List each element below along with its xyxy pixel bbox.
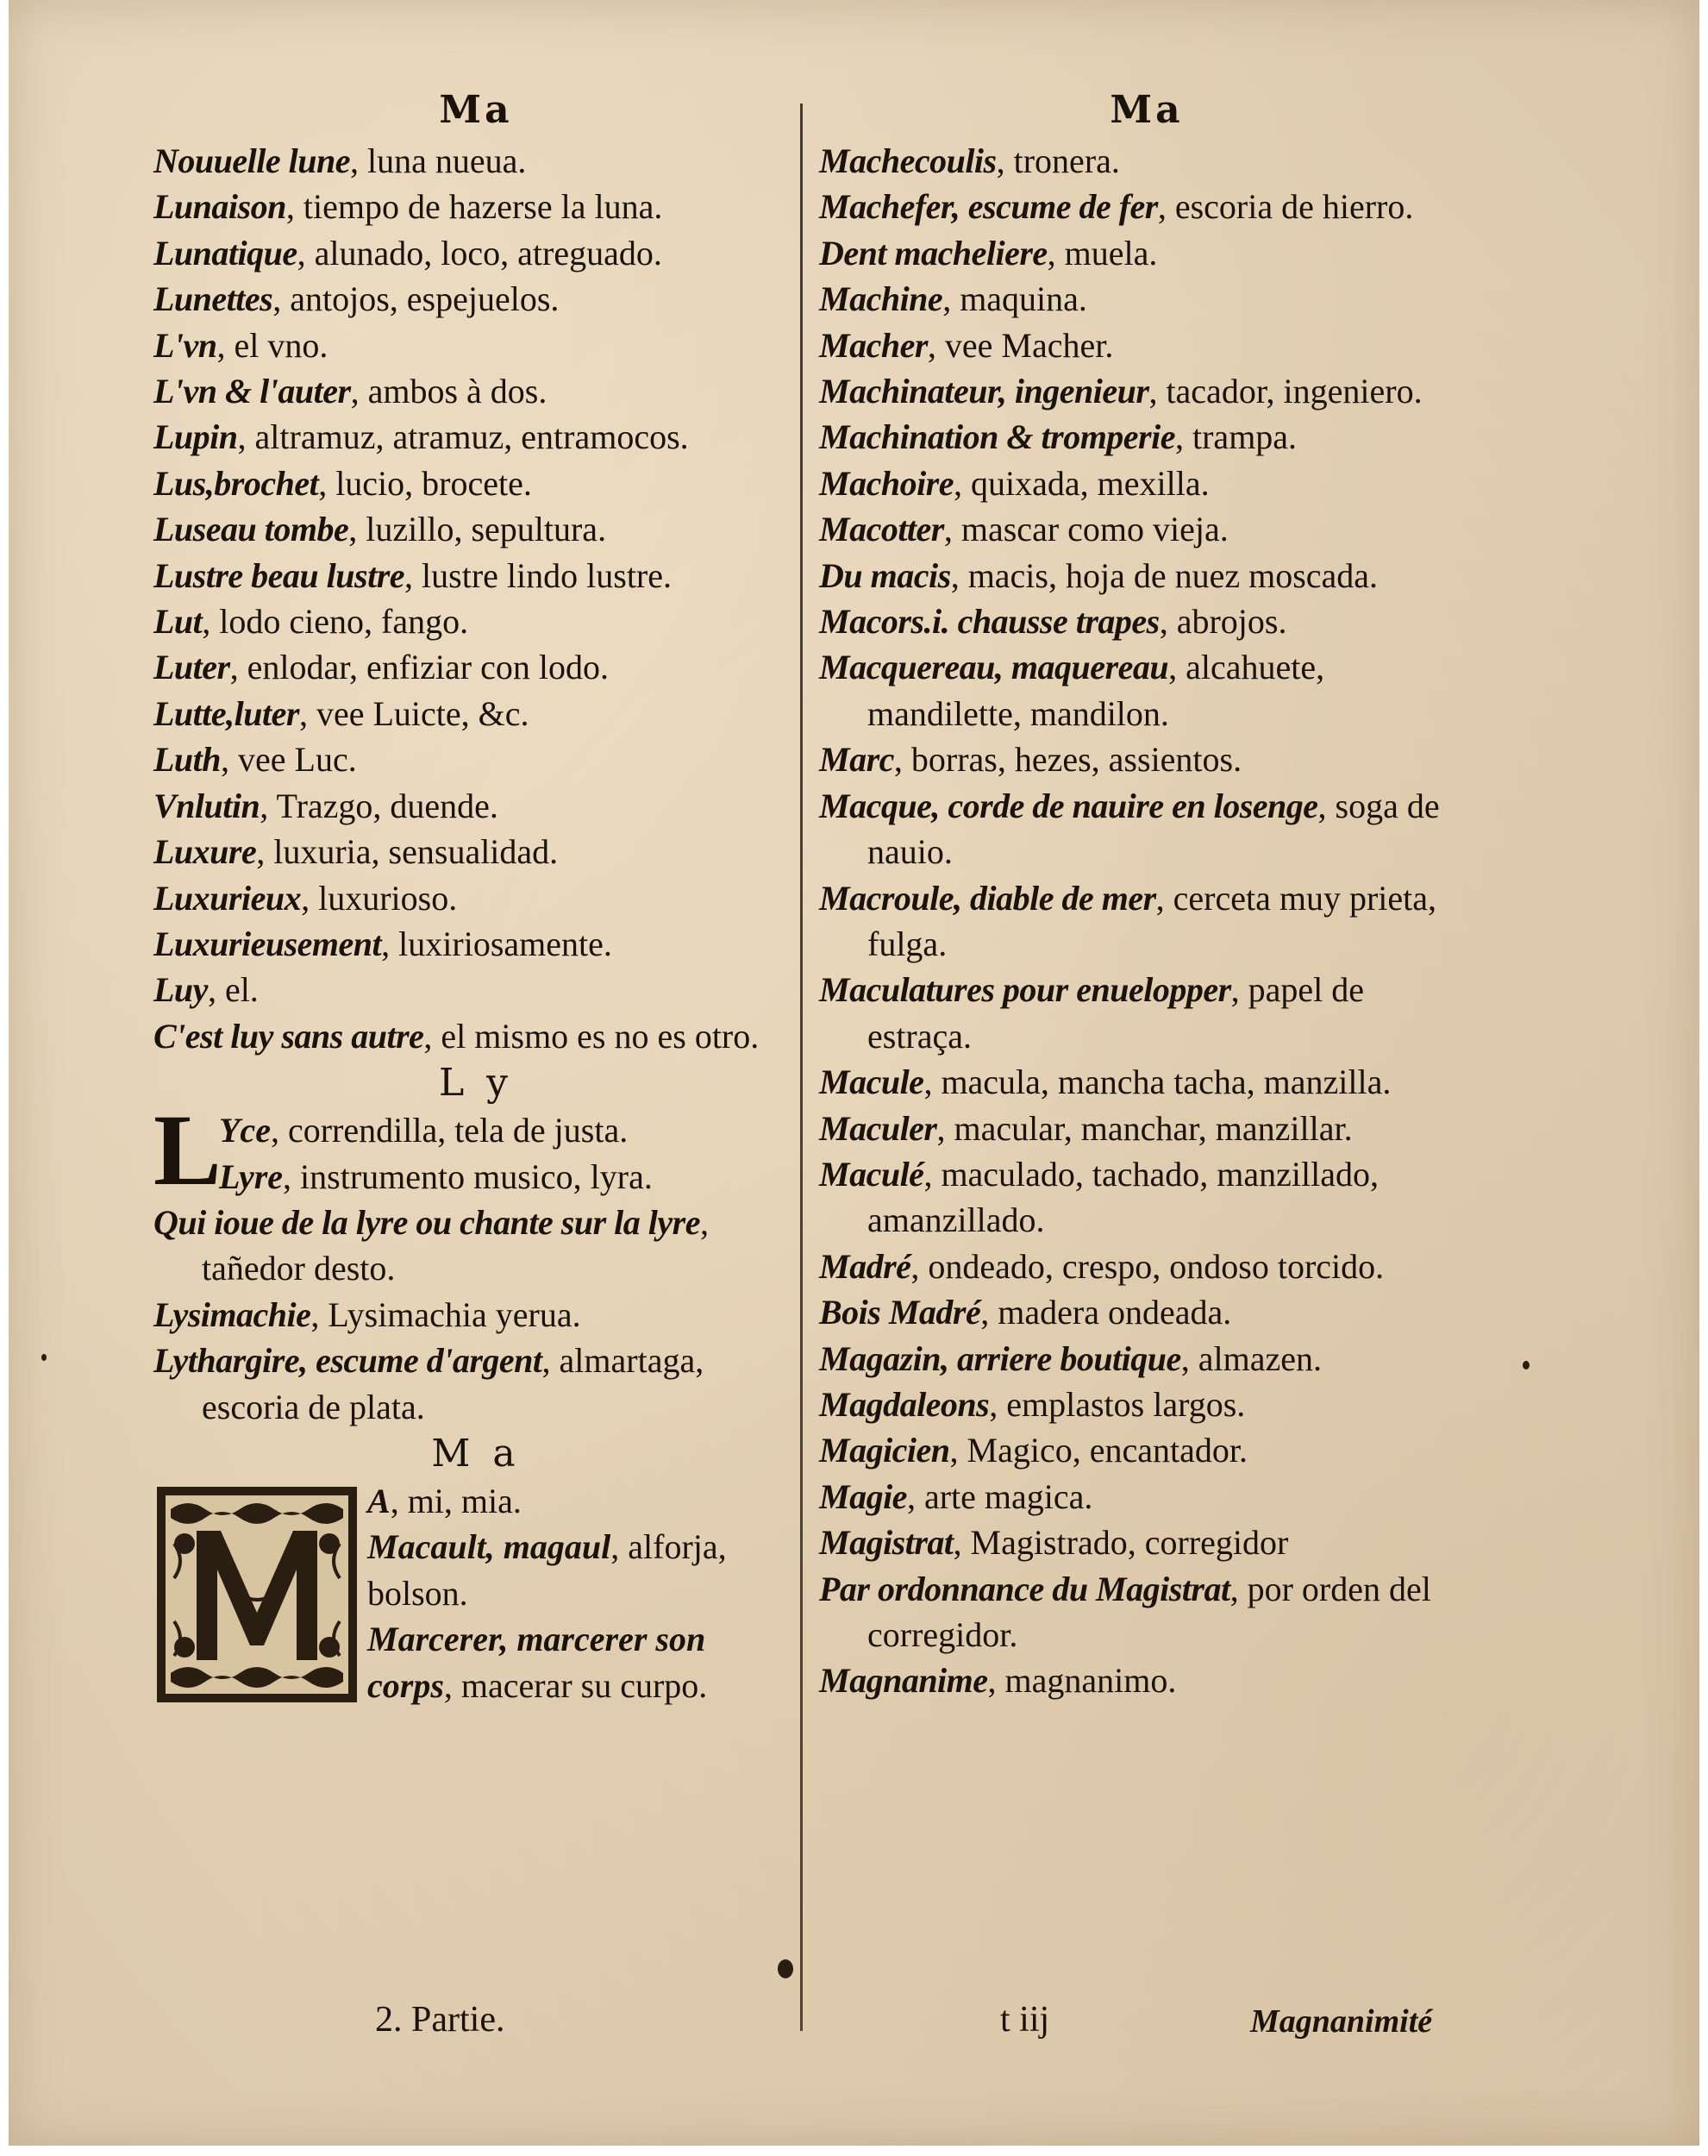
ink-speck <box>41 1354 47 1361</box>
entry-headword: Macors.i. chausse trapes <box>819 602 1160 642</box>
dictionary-entry <box>153 461 798 506</box>
entry-headword: Marc <box>819 740 894 780</box>
entry-translation: , borras, hezes, assientos. <box>893 740 1242 780</box>
entry-translation: , papel de estraça. <box>867 970 1365 1056</box>
entry-headword: Machefer, escume de fer <box>819 187 1158 227</box>
dictionary-entry <box>153 736 798 782</box>
entry-headword: Magistrat <box>819 1523 954 1563</box>
dictionary-entry <box>153 599 798 644</box>
entry-headword: Luy <box>153 970 208 1010</box>
dictionary-entry <box>819 599 1474 644</box>
dictionary-entry <box>153 368 798 414</box>
dictionary-entry <box>819 875 1474 968</box>
entry-translation: , abrojos. <box>1159 602 1287 642</box>
ornamental-initial-m <box>153 1483 360 1706</box>
entry-translation: , emplastos largos. <box>989 1384 1246 1424</box>
entry-headword: Luxurieusement <box>153 924 382 963</box>
entry-headword: Magie <box>819 1476 907 1516</box>
dictionary-entry <box>819 368 1474 414</box>
entry-headword: Macher <box>819 325 928 365</box>
entry-headword: Maculer <box>819 1108 937 1148</box>
dictionary-entry <box>153 829 798 874</box>
dictionary-entry <box>153 644 798 690</box>
entry-headword: Lupin <box>153 417 238 457</box>
ornamental-initial-m-icon <box>153 1483 360 1706</box>
dictionary-entry <box>153 875 798 921</box>
dictionary-entry <box>819 1106 1474 1151</box>
catchword: Magnanimité <box>1250 2003 1433 2040</box>
entry-headword: Vnlutin <box>153 786 260 825</box>
entry-headword: Lus,brochet <box>153 463 319 503</box>
running-head-left: Ma <box>439 88 513 132</box>
entry-translation: , luxiriosamente. <box>381 924 612 963</box>
left-column <box>153 86 798 1708</box>
entry-translation: , soga de nauio. <box>867 786 1440 872</box>
entry-translation: , quixada, mexilla. <box>954 463 1210 503</box>
dictionary-entry <box>153 414 798 460</box>
entry-headword: L'vn & l'auter <box>153 372 351 411</box>
dictionary-entry <box>819 138 1474 184</box>
dictionary-entry <box>819 506 1474 552</box>
entry-headword: Machination & tromperie <box>819 417 1175 457</box>
entry-translation: , tiempo de hazerse la luna. <box>285 187 663 227</box>
dictionary-entry <box>819 1289 1474 1335</box>
entry-translation: , mi, mia. <box>390 1481 522 1520</box>
running-head-right: Ma <box>1110 88 1184 132</box>
entry-headword: Maculé <box>819 1154 924 1194</box>
entry-headword: Luth <box>153 740 222 780</box>
entry-headword: Luxurieux <box>153 878 302 918</box>
entry-translation: , Magico, encantador. <box>949 1431 1248 1470</box>
entry-headword: Lyre <box>219 1156 284 1196</box>
dictionary-entry <box>153 921 798 967</box>
dictionary-entry <box>819 414 1474 460</box>
dictionary-entry <box>819 1336 1474 1382</box>
entry-translation: , lodo cieno, fango. <box>202 602 469 642</box>
entry-headword: Lunaison <box>153 187 286 227</box>
dictionary-entry <box>819 1427 1474 1473</box>
dictionary-entry <box>153 1292 798 1338</box>
entry-translation: , madera ondeada. <box>980 1293 1232 1332</box>
entry-translation: , instrumento musico, lyra. <box>283 1156 653 1196</box>
entry-headword: Machecoulis <box>819 141 997 180</box>
entry-headword: L'vn <box>153 325 217 365</box>
entry-headword: Dent macheliere <box>819 233 1048 273</box>
entry-headword: Macotter <box>819 510 944 549</box>
dictionary-entry <box>153 1200 798 1292</box>
entry-yce <box>153 1107 798 1153</box>
dictionary-entry <box>153 276 798 322</box>
dictionary-entry <box>819 553 1474 599</box>
entry-translation: , tronera. <box>996 141 1120 180</box>
right-entries <box>819 138 1474 1704</box>
entry-translation: , el vno. <box>216 325 328 365</box>
entry-translation: , luzillo, sepultura. <box>348 510 607 549</box>
entry-translation: , arte magica. <box>906 1476 1093 1516</box>
dictionary-entry <box>819 461 1474 506</box>
ink-speck <box>1523 1361 1530 1369</box>
dictionary-entry <box>819 184 1474 229</box>
column-divider <box>800 103 803 2031</box>
entry-headword: Marcerer, marcerer son corps <box>367 1620 706 1705</box>
ly-drop-cap-block <box>153 1094 798 1207</box>
entry-translation: , lustre lindo lustre. <box>404 555 673 595</box>
entry-translation: , altramuz, atramuz, entramocos. <box>237 417 689 457</box>
entry-headword: Luxure <box>153 832 257 872</box>
entry-headword: Lut <box>153 602 203 642</box>
entry-translation: , muela. <box>1047 233 1158 273</box>
entry-headword: Nouuelle lune <box>153 141 350 180</box>
section-heading-ma: M a <box>431 1431 521 1476</box>
entry-headword: Luseau tombe <box>153 510 349 549</box>
entry-headword: Machoire <box>819 463 954 503</box>
dictionary-entry <box>153 553 798 599</box>
dictionary-entry <box>819 1658 1474 1703</box>
entry-headword: Machine <box>819 279 943 319</box>
entry-headword: Qui ioue de la lyre ou chante sur la lyre <box>153 1202 700 1242</box>
entry-headword: Lysimachie <box>153 1294 311 1334</box>
footer-part-number: 2. Partie. <box>375 2000 505 2040</box>
entry-translation: , enlodar, enfiziar con lodo. <box>229 648 609 687</box>
entry-headword: Macroule, diable de mer <box>819 878 1156 918</box>
entry-translation: , escoria de hierro. <box>1157 187 1414 227</box>
left-entries <box>153 138 798 1059</box>
entry-translation: , luna nueua. <box>349 141 527 180</box>
dictionary-entry <box>153 783 798 829</box>
page <box>9 0 1699 2146</box>
entry-translation: , vee Macher. <box>927 325 1114 365</box>
entry-translation: , por orden del corregidor. <box>867 1569 1431 1654</box>
entry-headword: Magicien <box>819 1431 950 1470</box>
entry-translation: , macis, hoja de nuez moscada. <box>950 555 1379 595</box>
entry-translation: , macular, manchar, manzillar. <box>936 1108 1353 1148</box>
entry-headword: Lunettes <box>153 279 273 319</box>
entry-headword: Lutte,luter <box>153 693 299 733</box>
entry-translation: , macula, mancha tacha, manzilla. <box>923 1062 1392 1102</box>
dictionary-entry <box>819 1244 1474 1289</box>
dictionary-entry <box>153 691 798 736</box>
entry-headword: Madré <box>819 1246 911 1286</box>
entry-translation: , vee Luc. <box>221 740 357 780</box>
entry-translation: , luxuria, sensualidad. <box>256 832 559 872</box>
entry-translation: , Lysimachia yerua. <box>310 1294 581 1334</box>
dictionary-entry <box>153 184 798 229</box>
dictionary-entry <box>819 230 1474 276</box>
right-column <box>819 86 1474 1704</box>
dictionary-entry <box>819 323 1474 368</box>
entry-headword: Machinateur, ingenieur <box>819 372 1149 411</box>
entry-translation: , vee Luicte, &c. <box>298 693 529 733</box>
entry-headword: Magazin, arriere boutique <box>819 1338 1181 1378</box>
entry-translation: , Trazgo, duende. <box>260 786 498 825</box>
dictionary-entry <box>819 1382 1474 1427</box>
entry-translation: , ondeado, crespo, ondoso torcido. <box>910 1246 1385 1286</box>
section-heading-ly: L y <box>438 1061 514 1106</box>
entry-headword: A <box>367 1481 391 1520</box>
dictionary-entry <box>819 276 1474 322</box>
dictionary-entry <box>819 1566 1474 1658</box>
dictionary-entry <box>153 967 798 1012</box>
entry-translation: , tacador, ingeniero. <box>1148 372 1423 411</box>
entry-translation: , correndilla, tela de justa. <box>270 1111 629 1150</box>
entry-headword: Du macis <box>819 555 951 595</box>
entry-translation: , alunado, loco, atreguado. <box>297 233 662 273</box>
entry-translation: , luxurioso. <box>301 878 458 918</box>
entry-translation: , antojos, espejuelos. <box>272 279 560 319</box>
entry-headword: Lunatique <box>153 233 297 273</box>
left-entries-ly <box>153 1200 798 1430</box>
dictionary-entry <box>819 1151 1474 1244</box>
dictionary-entry <box>819 1059 1474 1105</box>
entry-translation: , trampa. <box>1175 417 1298 457</box>
entry-translation: , macerar su curpo. <box>443 1665 708 1705</box>
entry-headword: Luter <box>153 648 230 687</box>
entry-translation: , Magistrado, corregidor <box>953 1523 1289 1563</box>
entry-translation: , ambos à dos. <box>350 372 547 411</box>
entry-headword: Magdaleons <box>819 1384 990 1424</box>
entry-translation: , el mismo es no es otro. <box>423 1016 760 1056</box>
entry-translation: , el. <box>207 970 259 1010</box>
entry-translation: , almazen. <box>1180 1338 1323 1378</box>
dictionary-entry <box>819 736 1474 782</box>
entry-translation: , maculado, tachado, manzillado, amanzillado. <box>867 1154 1380 1240</box>
entry-translation: , almartaga, escoria de plata. <box>202 1341 704 1426</box>
entry-headword: Maculatures pour enuelopper <box>819 970 1231 1010</box>
dictionary-entry <box>153 506 798 552</box>
dictionary-entry <box>819 1520 1474 1565</box>
entry-headword: Lustre beau lustre <box>153 555 405 595</box>
entry-translation: , maquina. <box>942 279 1087 319</box>
dictionary-entry <box>153 138 798 184</box>
dictionary-entry <box>153 1338 798 1430</box>
drop-cap-l: L <box>153 1094 222 1207</box>
entry-lyre <box>153 1154 798 1200</box>
entry-headword: Lythargire, escume d'argent <box>153 1341 542 1381</box>
dictionary-entry <box>819 644 1474 736</box>
dictionary-entry <box>153 230 798 276</box>
ink-blot <box>778 1959 793 1978</box>
dictionary-entry <box>819 967 1474 1059</box>
entry-headword: Macque, corde de nauire en losenge <box>819 786 1318 825</box>
entry-translation: , lucio, brocete. <box>318 463 532 503</box>
entry-headword: Macquereau, maquereau <box>819 648 1169 687</box>
entry-translation: , alforja, bolson. <box>367 1527 727 1613</box>
ma-drop-cap-block <box>153 1478 798 1708</box>
signature-mark: t iij <box>1000 2000 1050 2040</box>
entry-translation: , mascar como vieja. <box>943 510 1229 549</box>
entry-translation: , cerceta muy prieta, fulga. <box>867 878 1437 963</box>
entry-headword: Macault, magaul <box>367 1527 611 1567</box>
entry-headword: Yce <box>219 1111 271 1150</box>
dictionary-entry <box>819 1474 1474 1520</box>
entry-headword: Macule <box>819 1062 924 1102</box>
dictionary-entry <box>819 783 1474 875</box>
entry-translation: , alcahuete, mandilette, mandilon. <box>867 648 1325 733</box>
entry-headword: Magnanime <box>819 1661 988 1701</box>
entry-headword: Par ordonnance du Magistrat <box>819 1569 1230 1608</box>
entry-translation: , tañedor desto. <box>202 1202 709 1288</box>
dictionary-entry <box>153 1013 798 1059</box>
entry-headword: C'est luy sans autre <box>153 1016 424 1056</box>
dictionary-entry <box>153 323 798 368</box>
entry-headword: Bois Madré <box>819 1293 981 1332</box>
entry-translation: , magnanimo. <box>987 1661 1177 1701</box>
